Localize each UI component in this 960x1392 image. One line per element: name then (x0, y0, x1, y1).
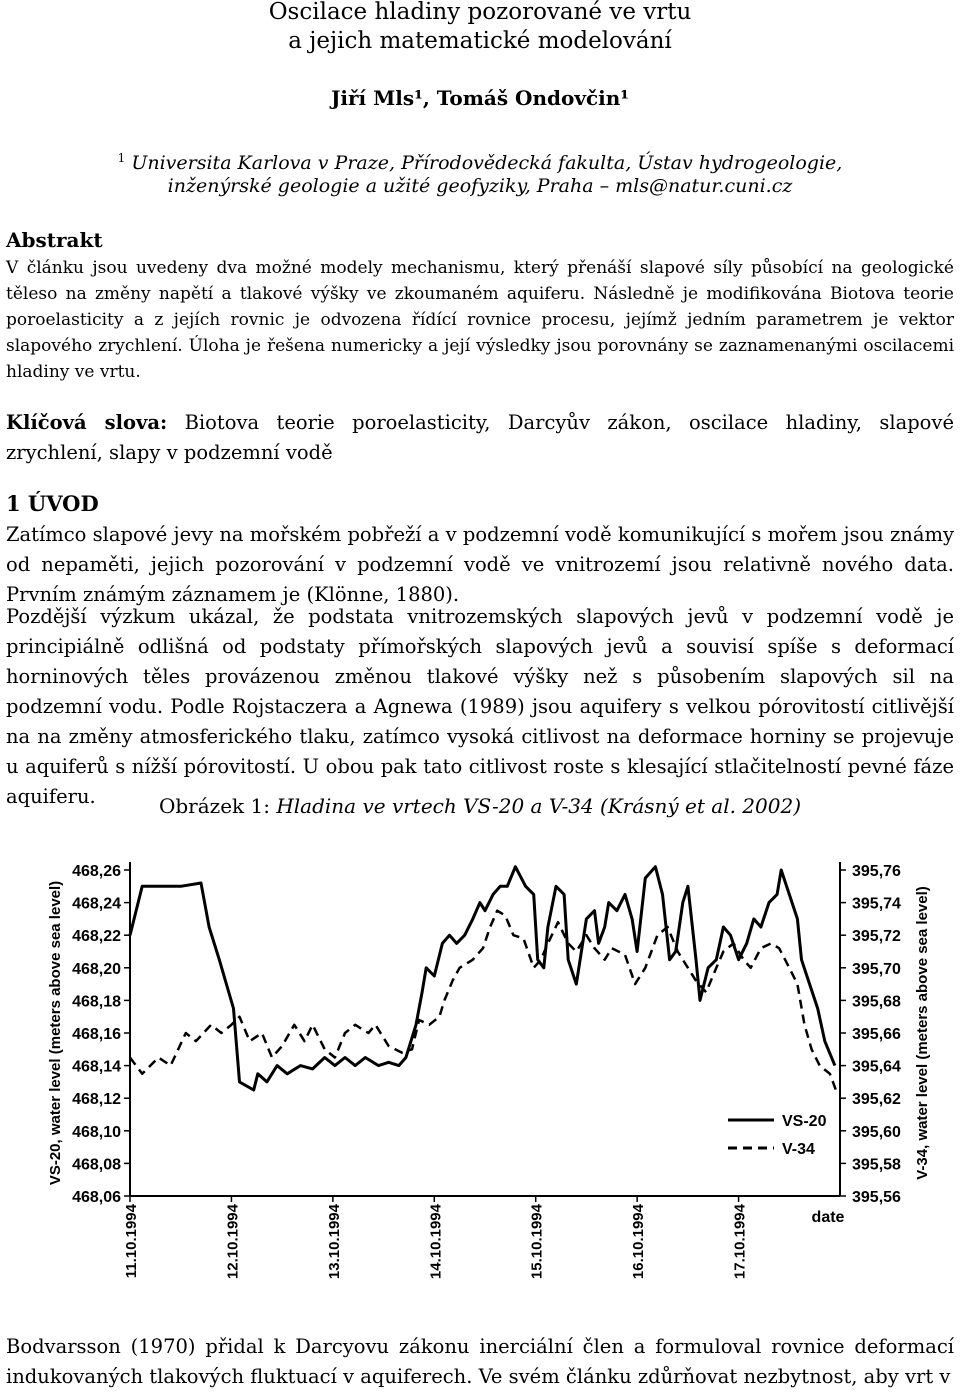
right-tick-label: 395,76 (852, 863, 901, 880)
left-tick-label: 468,16 (72, 1026, 121, 1043)
left-tick-label: 468,26 (72, 863, 121, 880)
left-tick-label: 468,12 (72, 1091, 121, 1109)
legend-label: V-34 (782, 1141, 815, 1158)
right-tick-label: 395,56 (852, 1189, 901, 1206)
x-tick-label: 13.10.1994 (325, 1204, 343, 1280)
left-tick-label: 468,18 (72, 993, 121, 1011)
series-line-vs-20 (130, 867, 835, 1090)
keywords (6, 408, 954, 468)
affiliation-line2: inženýrské geologie a užité geofyziky, Praha – mls@natur.cuni.cz (167, 175, 793, 197)
x-tick-label: 14.10.1994 (427, 1204, 445, 1280)
left-axis-label: VS-20, water level (meters above sea level) (47, 880, 64, 1186)
right-tick-label: 395,68 (852, 993, 901, 1011)
left-tick-label: 468,20 (72, 960, 121, 978)
legend-label: VS-20 (782, 1113, 827, 1130)
paper-title-line1: Oscilace hladiny pozorované ve vrtu (268, 0, 692, 25)
right-tick-label: 395,66 (852, 1026, 901, 1043)
left-tick-label: 468,06 (72, 1189, 121, 1206)
left-tick-label: 468,14 (72, 1058, 121, 1076)
left-tick-label: 468,22 (72, 928, 121, 946)
right-axis-label: V-34, water level (meters above sea level) (914, 886, 931, 1180)
intro-heading: 1 ÚVOD (6, 491, 99, 516)
right-tick-label: 395,70 (852, 960, 901, 978)
continuation-paragraph: Bodvarsson (1970) přidal k Darcyovu zákonu inerciální člen a formuloval rovnice deformací indukovaných tlakových fluktuací v aquiferech. Ve svém článku zdůrňovat nezbytnost, aby vrt v (6, 1335, 954, 1388)
affiliation-marker: 1 (117, 151, 126, 165)
intro-paragraph-1: Zatímco slapové jevy na mořském pobřeží a v podzemní vodě komunikující s mořem jsou známy od nepaměti, jejich pozorování v podzemní vodě ve vnitrozemí jsou relativně nového data. Prvním známým záznamem je (Klönne, 1880). (6, 523, 954, 606)
figure-caption-prefix: Obrázek 1: (158, 794, 270, 818)
left-tick-label: 468,24 (72, 895, 121, 913)
right-tick-label: 395,62 (852, 1091, 901, 1109)
authors: Jiří Mls¹, Tomáš Ondovčin¹ (330, 86, 630, 110)
right-tick-label: 395,64 (852, 1058, 901, 1076)
figure-caption (0, 794, 960, 818)
x-tick-label: 15.10.1994 (528, 1204, 546, 1280)
x-tick-label: 12.10.1994 (224, 1204, 242, 1280)
x-axis-label: date (811, 1209, 845, 1226)
affiliation-text-1: Universita Karlova v Praze, Přírodovědecká fakulta, Ústav hydrogeologie, (131, 152, 843, 174)
right-tick-label: 395,74 (852, 895, 901, 913)
x-tick-label: 16.10.1994 (630, 1204, 648, 1280)
keywords-text: Biotova teorie poroelasticity, Darcyův zákon, oscilace hladiny, slapové zrychlení, slapy v podzemní vodě (6, 411, 954, 464)
paper-title-line2: a jejich matematické modelování (288, 28, 672, 54)
x-tick-label: 11.10.1994 (123, 1204, 140, 1279)
figure-caption-text: Hladina ve vrtech VS-20 a V-34 (Krásný et al. 2002) (276, 794, 802, 818)
abstract-text: V článku jsou uvedeny dva možné modely mechanismu, který přenáší slapové síly působící na geologické těleso na změny napětí a tlakové výšky ve zkoumaném aquiferu. Následně je modifikována Biotova teorie poroelasticity a z jejích rovnic je odvozena řídící rovnice procesu, jejímž jedním parametrem je vektor slapového zrychlení. Úloha je řešena numericky a její výsledky jsou porovnány se zaznamenanými oscilacemi hladiny ve vrtu. (6, 258, 954, 382)
abstract-heading: Abstrakt (6, 228, 103, 252)
right-tick-label: 395,58 (852, 1156, 901, 1174)
intro-paragraph-2: Pozdější výzkum ukázal, že podstata vnitrozemských slapových jevů v podzemní vodě je principiálně odlišná od podstaty přímořských slapových jevů a souvisí spíše s deformací horninových těles provázenou změnou tlakové výšky než s působením slapových sil na podzemní vodu. Podle Rojstaczera a Agnewa (1989) jsou aquifery s velkou pórovitostí citlivější na na změny atmosferického tlaku, zatímco vysoká citlivost na deformace horniny se projevuje u aquiferů s nížší pórovitostí. U obou pak tato citlivost roste s klesající stlačitelností pevné fáze aquiferu. (6, 605, 954, 808)
left-tick-label: 468,10 (72, 1123, 121, 1141)
right-tick-label: 395,72 (852, 928, 901, 946)
water-level-chart (0, 850, 960, 1320)
left-tick-label: 468,08 (72, 1156, 121, 1174)
x-tick-label: 17.10.1994 (731, 1204, 749, 1280)
keywords-label: Klíčová slova: (6, 411, 168, 434)
right-tick-label: 395,60 (852, 1123, 901, 1141)
